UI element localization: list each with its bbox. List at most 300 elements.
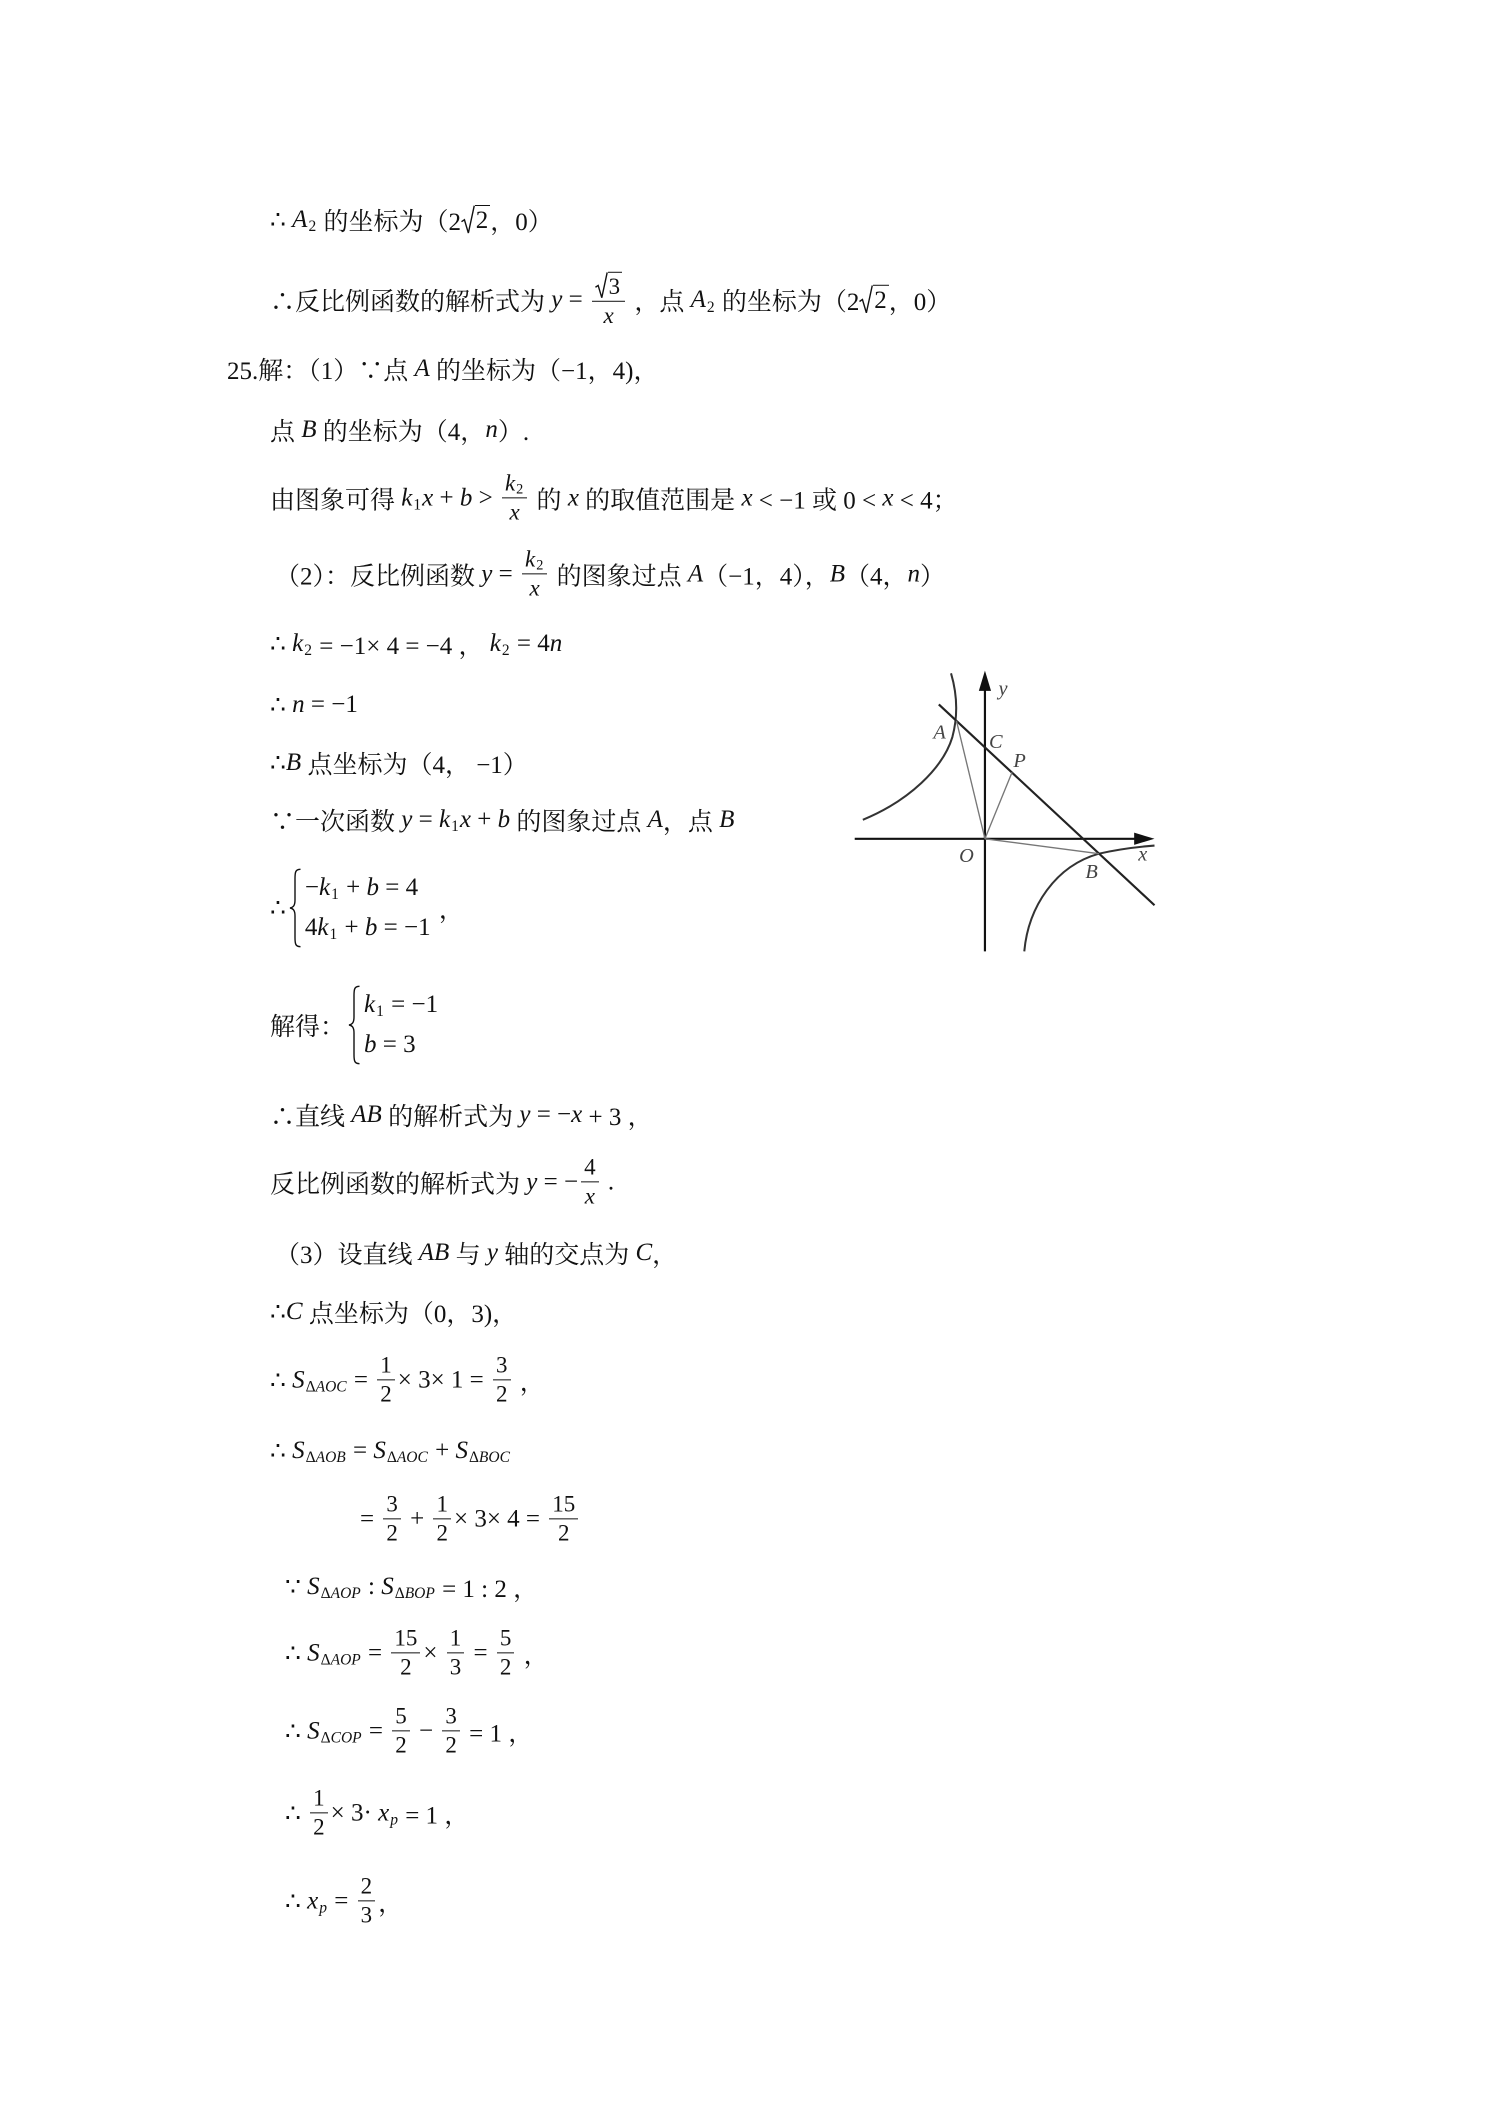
label-p: P xyxy=(1013,749,1026,772)
math-text: （−1，4）， xyxy=(703,563,830,590)
subscript xyxy=(536,559,543,574)
math-variable: x xyxy=(509,499,520,525)
denominator xyxy=(493,1381,511,1407)
math-text: 2 xyxy=(360,1873,373,1899)
equation-row xyxy=(305,908,431,948)
numerator xyxy=(502,471,527,498)
numerator xyxy=(391,1626,420,1653)
math-variable: S xyxy=(292,1366,305,1393)
solution-line-24 xyxy=(285,1874,403,1927)
math-text: 的解析式为 xyxy=(381,1104,520,1131)
denominator xyxy=(497,1654,515,1680)
math-text: Δ xyxy=(305,1449,316,1467)
solution-line-12 xyxy=(270,985,440,1065)
math-variable: A xyxy=(647,806,663,833)
math-text: 2 xyxy=(436,1520,448,1546)
math-text: = 1 ， xyxy=(462,1720,534,1747)
math-text: ∵ xyxy=(285,1574,308,1601)
function-graph-figure xyxy=(852,669,1164,957)
math-variable: x xyxy=(571,1101,583,1128)
math-variable: p xyxy=(319,1899,328,1917)
math-text: 1 xyxy=(413,496,422,514)
math-variable: S xyxy=(292,1437,305,1464)
y-axis-arrow xyxy=(979,671,991,691)
math-variable: n xyxy=(907,560,921,587)
subscript xyxy=(331,886,339,904)
math-variable: B xyxy=(285,749,302,776)
math-text: 3 xyxy=(386,1491,398,1517)
math-variable: S xyxy=(455,1437,468,1464)
math-text: Δ xyxy=(468,1449,479,1467)
numerator xyxy=(392,1704,410,1731)
math-variable: y xyxy=(551,286,563,313)
subscript xyxy=(390,1811,398,1829)
math-text: = xyxy=(360,1505,381,1532)
math-text: 反比例函数的解析式为 xyxy=(270,1171,527,1198)
solution-line-1 xyxy=(270,202,553,238)
math-variable: AOB xyxy=(315,1449,346,1467)
math-text: ∴ xyxy=(270,1299,286,1326)
left-brace xyxy=(288,868,302,948)
subscript xyxy=(376,1003,384,1021)
equation-rows xyxy=(302,868,431,948)
math-variable: B xyxy=(829,560,846,587)
label-a: A xyxy=(933,721,946,744)
math-variable: AB xyxy=(351,1101,382,1128)
math-variable: b xyxy=(364,914,378,941)
math-text: 2 xyxy=(400,1654,412,1680)
math-text: （3）设直线 xyxy=(275,1242,419,1269)
label-b: B xyxy=(1085,861,1098,884)
equation-system xyxy=(347,985,438,1065)
denominator xyxy=(581,1183,599,1209)
math-variable: k xyxy=(489,630,501,657)
denominator xyxy=(592,302,625,328)
solution-line-16 xyxy=(270,1294,517,1330)
math-variable: n xyxy=(549,630,563,657)
solution-line-7 xyxy=(270,626,562,662)
math-text: + xyxy=(470,806,498,833)
equation-row xyxy=(364,1025,438,1065)
math-variable: b xyxy=(497,806,511,833)
solution-line-20 xyxy=(285,1569,538,1605)
math-variable: b xyxy=(366,874,379,901)
math-variable: b xyxy=(459,484,473,511)
fraction xyxy=(522,547,547,600)
solution-line-2 xyxy=(270,272,951,328)
math-text: Δ xyxy=(320,1651,331,1669)
math-text: = xyxy=(412,806,439,833)
math-text: 2 xyxy=(496,1381,508,1407)
equation-system xyxy=(288,868,431,948)
numerator xyxy=(433,1492,451,1519)
radical-sign xyxy=(595,272,608,299)
math-text: 2 xyxy=(445,1732,457,1758)
fraction xyxy=(383,1492,401,1545)
segment-oa xyxy=(956,721,984,839)
math-variable: x xyxy=(307,1887,319,1914)
line-ab xyxy=(939,704,1155,905)
math-variable: C xyxy=(285,1298,303,1325)
math-variable: y xyxy=(401,806,413,833)
math-variable: y xyxy=(519,1101,531,1128)
math-variable: A xyxy=(687,560,704,587)
math-text: = 1 : 2 ， xyxy=(435,1576,539,1603)
math-variable: k xyxy=(319,874,331,901)
subscript xyxy=(707,298,715,316)
math-text: 2 xyxy=(499,1654,512,1680)
math-variable: y xyxy=(526,1168,538,1195)
solution-line-22 xyxy=(285,1704,533,1757)
solution-line-4 xyxy=(270,412,529,448)
math-text: 2 xyxy=(395,1732,407,1758)
solution-line-9 xyxy=(270,745,528,781)
square-root xyxy=(595,272,622,299)
math-variable: A xyxy=(414,355,430,382)
square-root xyxy=(859,285,888,315)
math-text: = − xyxy=(530,1101,572,1128)
math-variable: AOC xyxy=(396,1449,428,1467)
math-text: Δ xyxy=(320,1729,331,1747)
math-text: 1 xyxy=(451,818,459,836)
math-variable: AOP xyxy=(330,1651,361,1669)
math-text: 2 xyxy=(558,1520,570,1546)
math-text: 由图象可得 xyxy=(270,487,402,514)
math-text: 的坐标为（2 xyxy=(317,209,461,236)
subscript xyxy=(451,818,459,836)
denominator xyxy=(358,1902,376,1928)
subscript xyxy=(516,483,523,498)
math-text: 3 xyxy=(608,273,621,299)
math-text: ∴ xyxy=(270,895,286,922)
subscript xyxy=(413,496,421,514)
numerator xyxy=(377,1353,395,1380)
math-text: 轴的交点为 xyxy=(497,1242,636,1269)
math-text: ， xyxy=(513,1369,545,1396)
fraction xyxy=(391,1626,420,1679)
solution-line-15 xyxy=(275,1235,677,1271)
math-text: 点 xyxy=(270,419,302,446)
radicand xyxy=(475,205,491,235)
math-text: 1 xyxy=(331,886,339,904)
fraction xyxy=(433,1492,451,1545)
math-variable: k xyxy=(364,991,376,1018)
math-text: = xyxy=(467,1639,494,1666)
math-variable: S xyxy=(307,1717,320,1744)
numerator xyxy=(447,1626,465,1653)
math-text: ） xyxy=(920,563,946,590)
subscript xyxy=(330,926,338,944)
math-text: . xyxy=(601,1168,615,1195)
fraction xyxy=(310,1786,328,1839)
math-text: = xyxy=(346,1437,374,1464)
equation-row xyxy=(364,985,438,1025)
math-text: ）. xyxy=(497,419,530,446)
subscript xyxy=(469,1449,510,1467)
numerator xyxy=(522,547,547,574)
math-text: 的图象过点 xyxy=(510,809,648,836)
math-text: ，0） xyxy=(490,209,553,236)
math-text: 的图象过点 xyxy=(550,563,688,590)
math-variable: AB xyxy=(418,1239,450,1266)
math-variable: S xyxy=(373,1437,386,1464)
math-text: 的 xyxy=(530,487,568,514)
math-variable: BOC xyxy=(478,1449,510,1467)
math-variable: y xyxy=(481,560,493,587)
fraction xyxy=(497,1626,515,1679)
math-text: ∴ xyxy=(270,1438,293,1465)
math-text: 与 xyxy=(449,1242,487,1269)
fraction xyxy=(502,471,527,524)
solution-line-21 xyxy=(285,1626,549,1679)
math-text: × 3× 1 = xyxy=(397,1366,491,1393)
math-variable: k xyxy=(504,470,516,496)
subscript xyxy=(304,642,312,660)
fraction xyxy=(392,1704,410,1757)
math-text: 15 xyxy=(394,1625,418,1651)
math-text: = xyxy=(328,1887,355,1914)
math-text: − xyxy=(412,1717,440,1744)
math-text: 3 xyxy=(360,1902,373,1928)
math-text: 点坐标为（4， −1） xyxy=(301,752,528,779)
fraction xyxy=(447,1626,465,1679)
math-variable: S xyxy=(381,1573,394,1600)
segment-op xyxy=(985,772,1012,838)
math-variable: k xyxy=(524,546,536,572)
math-text: 的坐标为（−1，4)， xyxy=(429,358,659,385)
math-text: ∴ xyxy=(285,1800,308,1827)
radical-sign xyxy=(859,285,873,315)
math-variable: x xyxy=(603,303,614,329)
math-text: = 4 xyxy=(510,630,550,657)
math-variable: b xyxy=(364,1031,377,1058)
subscript xyxy=(502,642,510,660)
math-text: 2 xyxy=(308,218,317,236)
math-text: ∴ xyxy=(270,1367,293,1394)
solution-line-14 xyxy=(270,1155,614,1208)
denominator xyxy=(433,1520,451,1546)
subscript xyxy=(306,1449,346,1467)
denominator xyxy=(383,1520,401,1546)
solution-line-19 xyxy=(360,1492,581,1545)
solution-line-18 xyxy=(270,1436,511,1466)
math-variable: AOC xyxy=(315,1378,347,1396)
math-text: = xyxy=(562,286,589,313)
subscript xyxy=(321,1651,361,1669)
math-variable: S xyxy=(307,1639,320,1666)
denominator xyxy=(549,1520,578,1546)
solution-line-17 xyxy=(270,1353,545,1406)
math-text: 解得： xyxy=(270,1014,346,1041)
math-variable: k xyxy=(292,630,304,657)
numerator xyxy=(549,1492,578,1519)
math-text: ∴ xyxy=(285,1640,308,1667)
fraction xyxy=(442,1704,460,1757)
radicand xyxy=(873,285,889,315)
math-text: 1 xyxy=(376,1003,384,1021)
subscript xyxy=(306,1378,347,1396)
math-text: + 3 ， xyxy=(582,1104,653,1131)
equation-rows xyxy=(361,985,438,1065)
solution-line-8 xyxy=(270,690,358,720)
fraction xyxy=(581,1155,599,1208)
denominator xyxy=(310,1814,328,1840)
label-y: y xyxy=(998,677,1008,700)
math-variable: B xyxy=(719,806,735,833)
math-variable: S xyxy=(307,1573,320,1600)
math-variable: COP xyxy=(330,1729,362,1747)
math-variable: p xyxy=(390,1811,398,1829)
math-text: 15 xyxy=(552,1491,576,1517)
solution-line-13 xyxy=(270,1097,653,1133)
math-text: 2 xyxy=(874,287,887,315)
math-text: Δ xyxy=(386,1449,397,1467)
math-text: ，0） xyxy=(888,289,952,316)
math-text: Δ xyxy=(305,1378,316,1396)
math-text: 2 xyxy=(380,1381,392,1407)
math-text: = xyxy=(362,1717,390,1744)
math-text: = xyxy=(492,560,519,587)
math-text: 1 xyxy=(313,1785,325,1811)
label-origin: O xyxy=(959,844,974,867)
math-text: 5 xyxy=(395,1703,407,1729)
left-brace xyxy=(347,985,361,1065)
fraction xyxy=(592,272,625,328)
label-x: x xyxy=(1138,843,1148,866)
fraction xyxy=(377,1353,395,1406)
math-text: ∴ xyxy=(270,207,293,234)
math-text: = −1× 4 = −4 ， xyxy=(313,633,490,660)
math-text: 2 xyxy=(536,557,544,574)
numerator xyxy=(497,1626,515,1653)
math-text: + xyxy=(339,874,367,901)
equation-row xyxy=(305,868,431,908)
subscript xyxy=(321,1729,362,1747)
math-text: ∴ xyxy=(285,1888,308,1915)
math-text: 2 xyxy=(475,207,489,235)
math-variable: BOP xyxy=(404,1585,435,1603)
math-text: 1 xyxy=(329,926,338,944)
math-text: = −1 xyxy=(377,914,431,941)
math-text: Δ xyxy=(320,1585,331,1603)
subscript xyxy=(319,1899,327,1917)
denominator xyxy=(447,1654,465,1680)
math-text: < −1 或 0 < xyxy=(752,487,883,514)
solution-line-10 xyxy=(270,802,734,838)
math-text: （2）：反比例函数 xyxy=(275,563,482,590)
math-variable: x xyxy=(529,575,540,601)
math-text: 4 xyxy=(304,914,318,941)
subscript xyxy=(395,1585,435,1603)
math-text: 25.解：（1）∵点 xyxy=(227,358,415,385)
square-root xyxy=(461,205,490,235)
math-text: ，点 xyxy=(662,809,720,836)
math-text: = xyxy=(347,1366,375,1393)
math-text: ∴ xyxy=(285,1718,308,1745)
denominator xyxy=(377,1381,395,1407)
solution-line-3 xyxy=(227,351,658,387)
denominator xyxy=(522,575,547,601)
subscript xyxy=(387,1449,428,1467)
math-text: （4， xyxy=(845,563,908,590)
math-text: + xyxy=(428,1437,456,1464)
solution-line-5 xyxy=(270,471,958,524)
subscript xyxy=(321,1585,361,1603)
math-text: 1 xyxy=(436,1491,448,1517)
math-text: = 3 xyxy=(376,1031,416,1058)
math-variable: x xyxy=(584,1183,595,1209)
math-variable: B xyxy=(301,416,317,443)
math-variable: k xyxy=(317,914,329,941)
numerator xyxy=(310,1786,328,1813)
math-text: + xyxy=(338,914,365,941)
fraction xyxy=(493,1353,511,1406)
math-variable: x xyxy=(422,484,434,511)
math-variable: k xyxy=(438,806,451,833)
math-text: < 4； xyxy=(893,487,958,514)
math-text: 2 xyxy=(386,1520,398,1546)
math-text: 点坐标为（0，3)， xyxy=(302,1301,518,1328)
math-text: 3 xyxy=(449,1654,462,1680)
math-text: × xyxy=(423,1639,444,1666)
math-text: 3 xyxy=(496,1352,508,1378)
math-variable: A xyxy=(690,286,706,313)
math-variable: x xyxy=(459,806,471,833)
math-text: ∴ xyxy=(270,750,286,777)
math-text: = 1 ， xyxy=(398,1802,470,1829)
numerator xyxy=(581,1155,599,1182)
math-variable: C xyxy=(635,1239,653,1266)
math-text: 的取值范围是 xyxy=(578,487,742,514)
numerator xyxy=(493,1353,511,1380)
math-text: ∵一次函数 xyxy=(270,809,402,836)
math-text: ∴反比例函数的解析式为 xyxy=(270,289,552,316)
solution-line-23 xyxy=(285,1786,469,1839)
math-text: ， xyxy=(378,1890,404,1917)
math-text: 4 xyxy=(584,1154,596,1180)
math-text: 的坐标为（2 xyxy=(715,289,860,316)
math-variable: A xyxy=(292,206,308,233)
math-text: = xyxy=(361,1639,389,1666)
math-text: = −1 xyxy=(384,991,439,1018)
math-text: × 3· xyxy=(330,1799,379,1826)
denominator xyxy=(392,1732,410,1758)
math-text: 3 xyxy=(445,1703,457,1729)
math-text: − xyxy=(304,874,320,901)
math-text: 2 xyxy=(501,642,510,660)
math-text: = − xyxy=(537,1168,579,1195)
radicand xyxy=(608,272,623,299)
math-text: 2 xyxy=(516,481,524,498)
math-variable: n xyxy=(292,691,305,718)
math-text: ∴ xyxy=(270,631,293,658)
math-text: 的坐标为（4， xyxy=(316,419,486,446)
math-text: Δ xyxy=(394,1585,405,1603)
math-text: 2 xyxy=(304,642,313,660)
fraction xyxy=(549,1492,578,1545)
numerator xyxy=(383,1492,401,1519)
math-variable: AOP xyxy=(330,1585,361,1603)
math-variable: x xyxy=(567,484,579,511)
radical-sign xyxy=(461,205,475,235)
fraction xyxy=(358,1874,376,1927)
math-variable: y xyxy=(486,1239,498,1266)
math-text: ∴ xyxy=(270,692,293,719)
math-text: 2 xyxy=(313,1814,325,1840)
math-text: = 4 xyxy=(378,874,419,901)
math-text: ， xyxy=(432,897,464,924)
solution-line-11 xyxy=(270,868,464,948)
